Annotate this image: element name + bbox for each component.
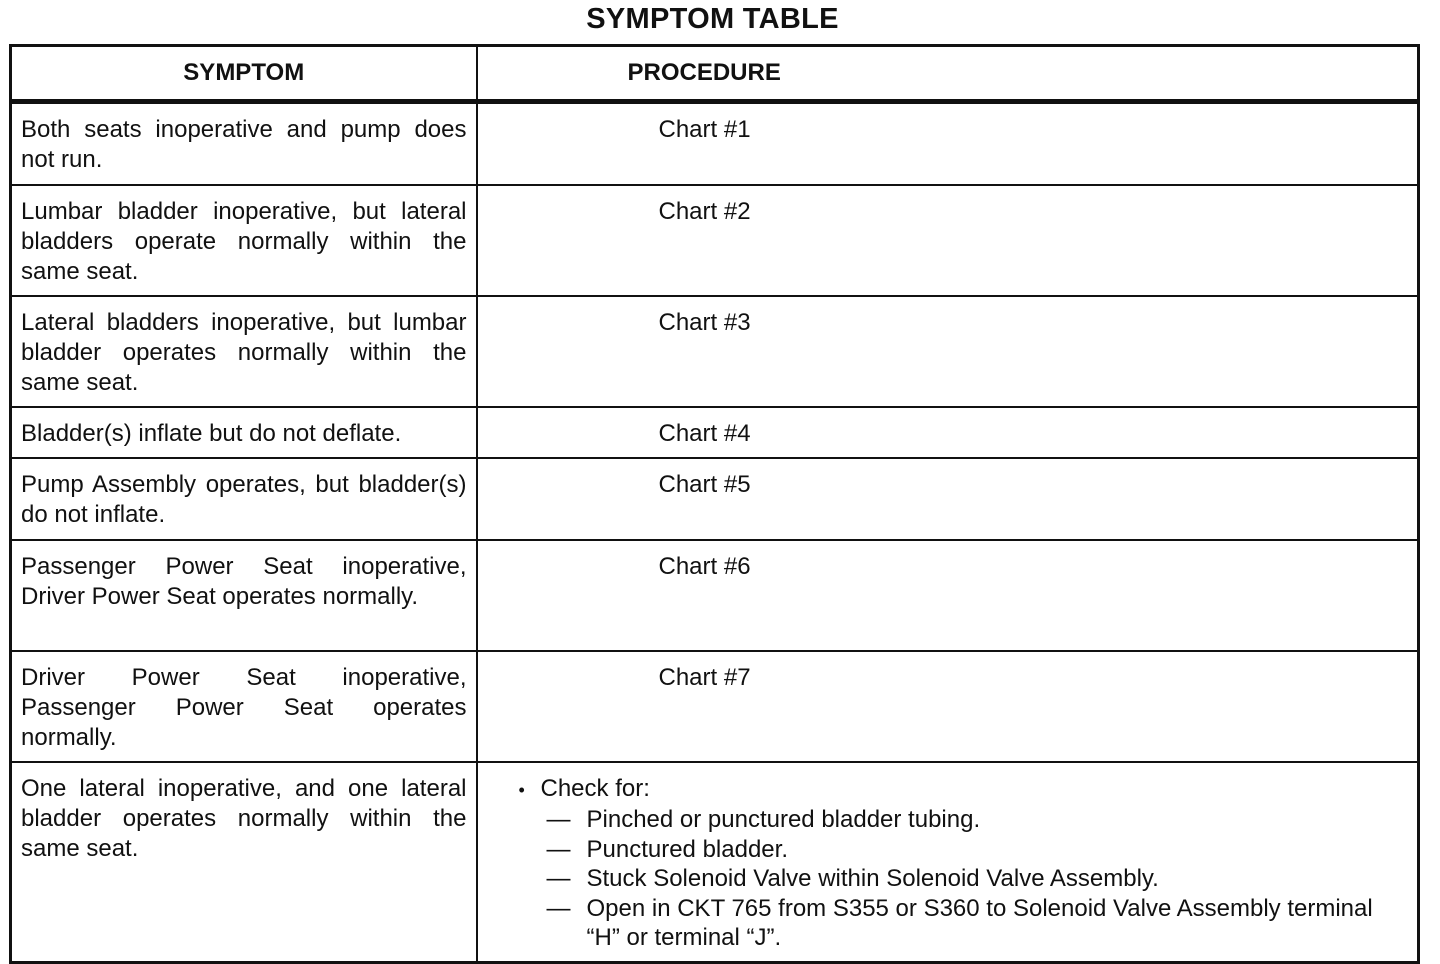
procedure-cell (477, 407, 1419, 458)
chart-reference: Chart #3 (658, 309, 751, 336)
procedure-cell (477, 296, 1419, 407)
procedure-cell (477, 458, 1419, 540)
bullet-icon: • (518, 780, 525, 800)
list-item (547, 864, 1409, 894)
check-for-block (487, 774, 1409, 953)
table-row (11, 185, 1419, 296)
chart-reference: Chart #4 (658, 420, 751, 447)
column-header-symptom: SYMPTOM (11, 46, 477, 102)
procedure-cell (477, 762, 1419, 962)
list-item (547, 894, 1409, 953)
chart-reference: Chart #2 (658, 198, 751, 225)
chart-reference: Chart #1 (658, 116, 751, 143)
check-for-label: Check for: (540, 775, 650, 802)
table-row (11, 407, 1419, 458)
symptom-cell: Passenger Power Seat inoperative, Driver Power Seat operates normally. (11, 540, 477, 651)
symptom-table (9, 44, 1420, 964)
procedure-cell (477, 185, 1419, 296)
page-title: SYMPTOM TABLE (586, 3, 839, 35)
symptom-cell: One lateral inoperative, and one lateral bladder operates normally within the same seat. (11, 762, 477, 962)
table-row (11, 762, 1419, 962)
symptom-cell: Both seats inoperative and pump does not run. (11, 102, 477, 186)
table-row (11, 540, 1419, 651)
symptom-cell: Bladder(s) inflate but do not deflate. (11, 407, 477, 458)
table-row (11, 296, 1419, 407)
symptom-cell: Lateral bladders inoperative, but lumbar bladder operates normally within the same seat. (11, 296, 477, 407)
symptom-cell: Driver Power Seat inoperative, Passenger Power Seat operates normally. (11, 651, 477, 762)
symptom-cell: Lumbar bladder inoperative, but lateral bladders operate normally within the same seat. (11, 185, 477, 296)
check-list (519, 805, 1409, 953)
list-item (547, 835, 1409, 865)
list-item-text: Stuck Solenoid Valve within Solenoid Valve Assembly. (586, 865, 1159, 892)
table-row (11, 102, 1419, 186)
list-item-text: Open in CKT 765 from S355 or S360 to Solenoid Valve Assembly terminal “H” or terminal “J”. (586, 894, 1373, 951)
symptom-cell: Pump Assembly operates, but bladder(s) do not inflate. (11, 458, 477, 540)
check-for-heading (519, 774, 1409, 805)
procedure-cell (477, 102, 1419, 186)
list-item-text: Pinched or punctured bladder tubing. (586, 806, 981, 833)
procedure-cell (477, 651, 1419, 762)
dash-icon: — (546, 806, 571, 833)
table-row (11, 458, 1419, 540)
table-header-row (11, 46, 1419, 102)
column-header-procedure: PROCEDURE (477, 46, 1419, 102)
dash-icon: — (546, 865, 571, 892)
procedure-cell (477, 540, 1419, 651)
chart-reference: Chart #6 (658, 553, 751, 580)
table-row (11, 651, 1419, 762)
list-item-text: Punctured bladder. (586, 835, 788, 863)
dash-icon: — (546, 835, 571, 863)
chart-reference: Chart #5 (658, 471, 751, 498)
list-item (547, 805, 1409, 835)
dash-icon: — (546, 894, 571, 922)
chart-reference: Chart #7 (658, 664, 751, 691)
